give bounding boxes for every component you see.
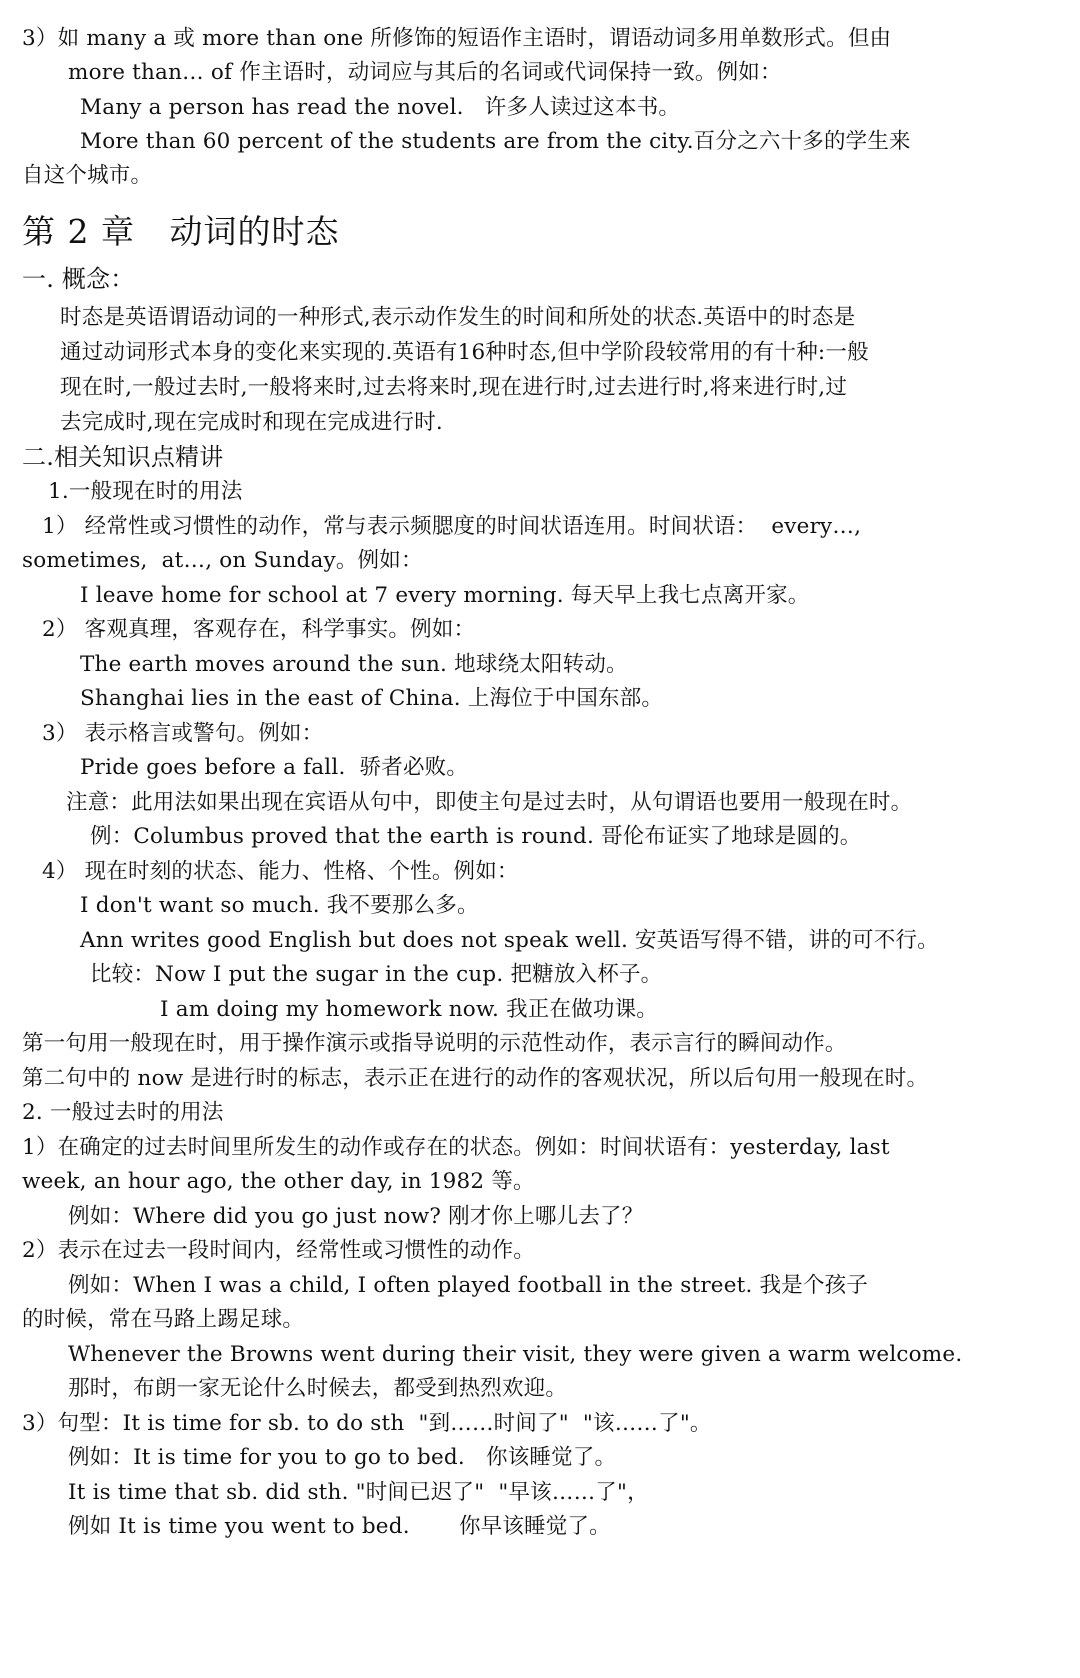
section-heading: 一. 概念：: [22, 265, 135, 293]
example-line: The earth moves around the sun. 地球绕太阳转动。: [80, 652, 628, 677]
text-line: more than… of 作主语时，动词应与其后的名词或代词保持一致。例如：: [68, 60, 782, 85]
paragraph-line: 现在时,一般过去时,一般将来时,过去将来时,现在进行时,过去进行时,将来进行时,过: [60, 375, 848, 400]
text-line: 3） 表示格言或警句。例如：: [42, 721, 324, 746]
example-line: Ann writes good English but does not speak well. 安英语写得不错，讲的可不行。: [80, 928, 939, 953]
example-line: 例如：It is time for you to go to bed. 你该睡觉了。: [68, 1445, 617, 1470]
paragraph-line: 通过动词形式本身的变化来实现的.英语有16种时态,但中学阶段较常用的有十种:一般: [60, 340, 869, 365]
example-line: I leave home for school at 7 every morning. 每天早上我七点离开家。: [80, 583, 810, 608]
example-line: 例如：When I was a child, I often played football in the street. 我是个孩子: [68, 1273, 869, 1298]
chapter-title: 第 2 章 动词的时态: [22, 212, 340, 251]
text-line: 1） 经常性或习惯性的动作，常与表示频腮度的时间状语连用。时间状语： every…,: [42, 514, 862, 539]
example-line: Many a person has read the novel. 许多人读过这本书。: [80, 95, 681, 120]
text-line: 2）表示在过去一段时间内，经常性或习惯性的动作。: [22, 1238, 535, 1263]
section-heading: 二.相关知识点精讲: [22, 443, 224, 471]
example-line: 例如：Where did you go just now? 刚才你上哪儿去了？: [68, 1204, 644, 1229]
example-line: 那时，布朗一家无论什么时候去，都受到热烈欢迎。: [68, 1376, 568, 1401]
comparison-line: I am doing my homework now. 我正在做功课。: [160, 997, 658, 1022]
text-line: 3）句型：It is time for sb. to do sth "到……时间了" "该……了"。: [22, 1411, 712, 1436]
example-line: 例如 It is time you went to bed. 你早该睡觉了。: [68, 1514, 611, 1539]
text-line: 2） 客观真理，客观存在，科学事实。例如：: [42, 617, 476, 642]
text-line: 3）如 many a 或 more than one 所修饰的短语作主语时，谓语动词多用单数形式。但由: [22, 26, 892, 51]
subsection-heading: 2. 一般过去时的用法: [22, 1100, 224, 1125]
text-line: 自这个城市。: [22, 163, 153, 188]
paragraph-line: 时态是英语谓语动词的一种形式,表示动作发生的时间和所处的状态.英语中的时态是: [60, 305, 856, 330]
text-line: 第一句用一般现在时，用于操作演示或指导说明的示范性动作，表示言行的瞬间动作。: [22, 1031, 847, 1056]
example-line: It is time that sb. did sth. "时间已迟了" "早该……了"，: [68, 1480, 649, 1505]
text-line: 1）在确定的过去时间里所发生的动作或存在的状态。例如：时间状语有：yesterday, last: [22, 1135, 890, 1160]
text-line: 4） 现在时刻的状态、能力、性格、个性。例如：: [42, 859, 519, 884]
paragraph-line: 去完成时,现在完成时和现在完成进行时.: [60, 410, 443, 435]
example-line: Pride goes before a fall. 骄者必败。: [80, 755, 469, 780]
example-line: Shanghai lies in the east of China. 上海位于中国东部。: [80, 686, 664, 711]
example-line: I don't want so much. 我不要那么多。: [80, 893, 479, 918]
text-line: 第二句中的 now 是进行时的标志，表示正在进行的动作的客观状况，所以后句用一般现在时。: [22, 1066, 929, 1091]
example-line: Whenever the Browns went during their visit, they were given a warm welcome.: [68, 1342, 963, 1367]
subsection-heading: 1.一般现在时的用法: [48, 479, 243, 504]
text-line: sometimes, at…, on Sunday。例如：: [22, 548, 423, 573]
example-line: 例：Columbus proved that the earth is round. 哥伦布证实了地球是圆的。: [90, 824, 862, 849]
example-line: More than 60 percent of the students are from the city.百分之六十多的学生来: [80, 129, 911, 154]
comparison-line: 比较：Now I put the sugar in the cup. 把糖放入杯子。: [90, 962, 663, 987]
text-line: week, an hour ago, the other day, in 1982 等。: [22, 1169, 535, 1194]
text-line: 的时候，常在马路上踢足球。: [22, 1307, 305, 1332]
note-line: 注意：此用法如果出现在宾语从句中，即使主句是过去时，从句谓语也要用一般现在时。: [66, 790, 913, 815]
